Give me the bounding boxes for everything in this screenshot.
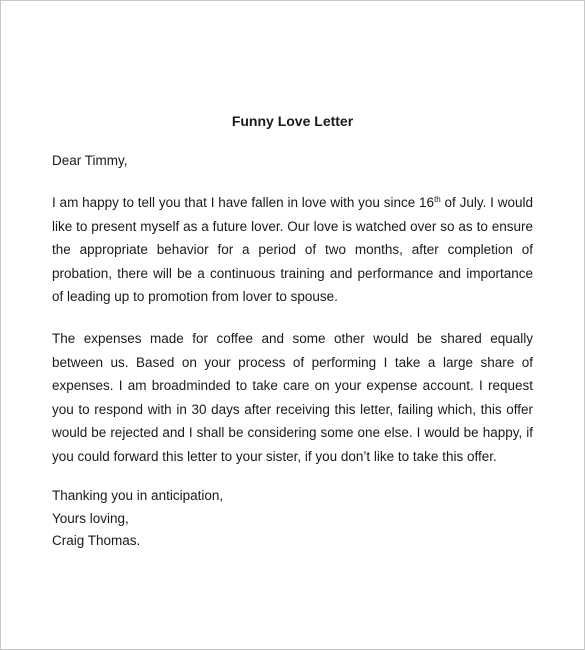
closing-block	[52, 485, 223, 553]
salutation: Dear Timmy,	[52, 153, 128, 168]
closing-valediction: Yours loving,	[52, 510, 129, 526]
signature-name: Craig Thomas.	[52, 533, 141, 548]
closing-line: Thanking you in anticipation,	[52, 488, 224, 503]
date-ordinal-suffix: th	[434, 195, 441, 204]
paragraph-1-after-date: of July. I would like to present myself as a future lover. Our love is watched over so as to ensure the appropriate behavior for a period of two months, after completion of probation, there will be a continuous training and performance and importance of leading up to promotion from lover to spouse.	[52, 195, 533, 304]
letter-title: Funny Love Letter	[231, 113, 354, 129]
paragraph-2: The expenses made for coffee and some other would be shared equally between us. Based on your process of performing I take a large share of expenses. I am broadminded to take care on your expense account. I request you to respond with in 30 days after receiving this letter, failing which, this offer would be rejected and I shall be considering some one else. I would be happy, if you could forward this letter to your sister, if you don’t like to take this offer.	[52, 331, 533, 464]
paragraph-1	[52, 191, 533, 309]
paragraph-1-before-date: I am happy to tell you that I have fallen in love with you since 16	[52, 195, 435, 210]
